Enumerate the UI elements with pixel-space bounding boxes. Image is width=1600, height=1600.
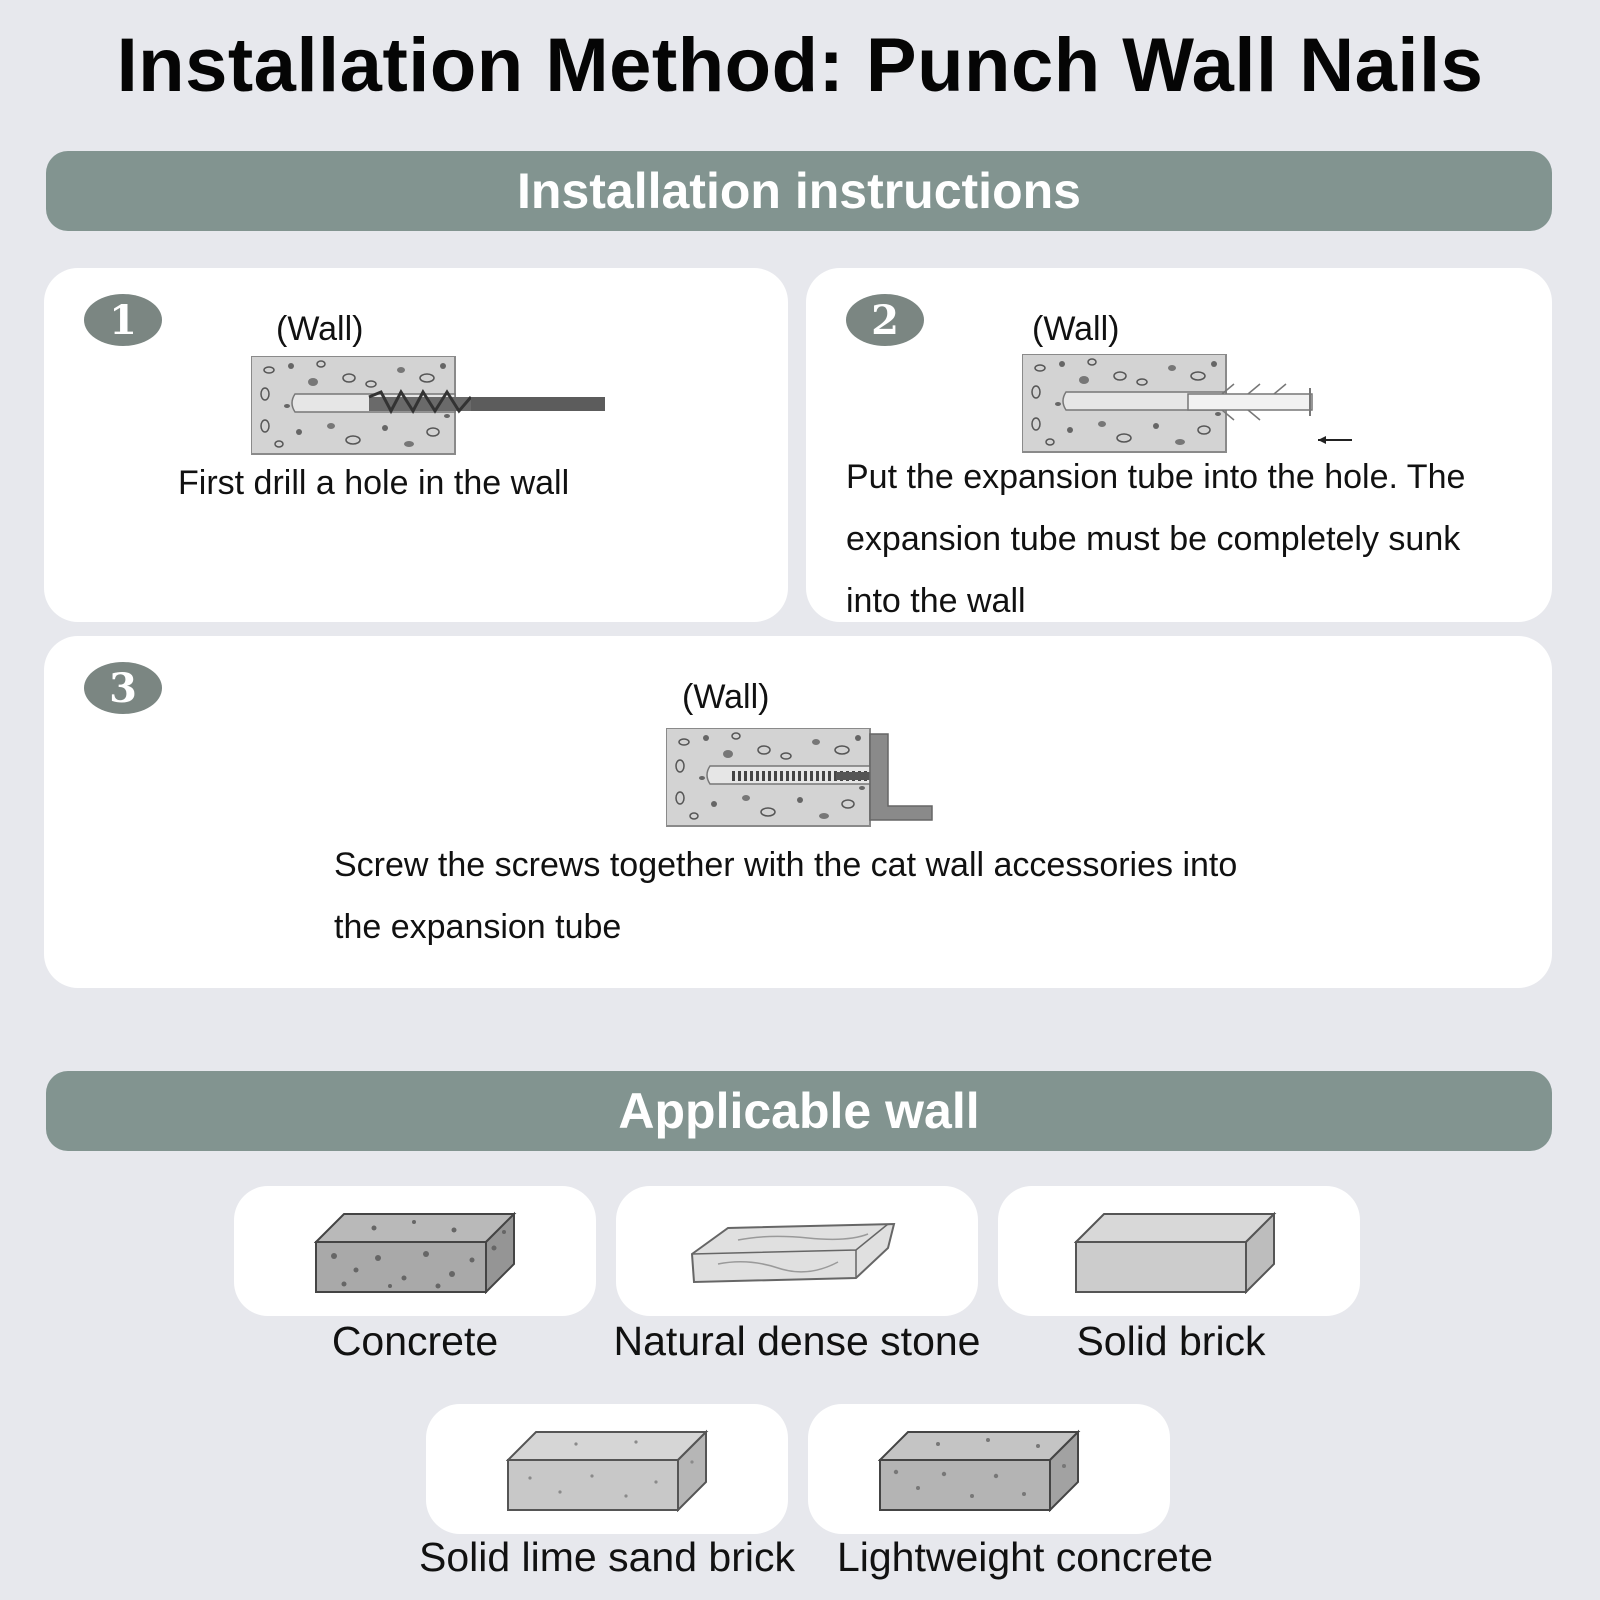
solid-brick-label: Solid brick [1076,1318,1266,1364]
solid-brick-icon [1074,1208,1278,1294]
step-3-badge: 3 [84,662,162,714]
applicable-wall-heading: Applicable wall [46,1071,1552,1151]
step-1-text: First drill a hole in the wall [178,464,570,502]
stone-slab-icon [688,1220,898,1286]
insert-expansion-tube-icon [1022,354,1352,458]
step-2-text-line-1: Put the expansion tube into the hole. The [846,458,1466,496]
step-2-card [806,268,1552,622]
screw-accessory-icon [666,728,946,832]
concrete-card [234,1186,596,1316]
step-1-card [44,268,788,622]
drill-into-wall-icon [251,356,611,460]
lightweight-concrete-label: Lightweight concrete [836,1534,1214,1580]
step-3-text-line-1: Screw the screws together with the cat wall accessories into [334,846,1238,884]
step-2-text-line-2: expansion tube must be completely sunk [846,520,1461,558]
page-title: Installation Method: Punch Wall Nails [116,23,1484,108]
natural-dense-stone-card [616,1186,978,1316]
step-2-wall-label: (Wall) [1032,310,1120,348]
natural-dense-stone-label: Natural dense stone [613,1318,981,1364]
solid-lime-sand-brick-label: Solid lime sand brick [419,1534,795,1580]
solid-brick-card [998,1186,1360,1316]
lime-sand-brick-icon [506,1426,710,1512]
step-3-wall-label: (Wall) [682,678,770,716]
solid-lime-sand-brick-card [426,1404,788,1534]
concrete-label: Concrete [331,1318,499,1364]
lightweight-concrete-icon [878,1426,1082,1512]
concrete-block-icon [314,1208,518,1294]
step-1-wall-label: (Wall) [276,310,364,348]
step-3-card [44,636,1552,988]
lightweight-concrete-card [808,1404,1170,1534]
step-1-badge: 1 [84,294,162,346]
step-3-text-line-2: the expansion tube [334,908,622,946]
installation-instructions-heading: Installation instructions [46,151,1552,231]
step-2-badge: 2 [846,294,924,346]
step-2-text-line-3: into the wall [846,582,1026,620]
